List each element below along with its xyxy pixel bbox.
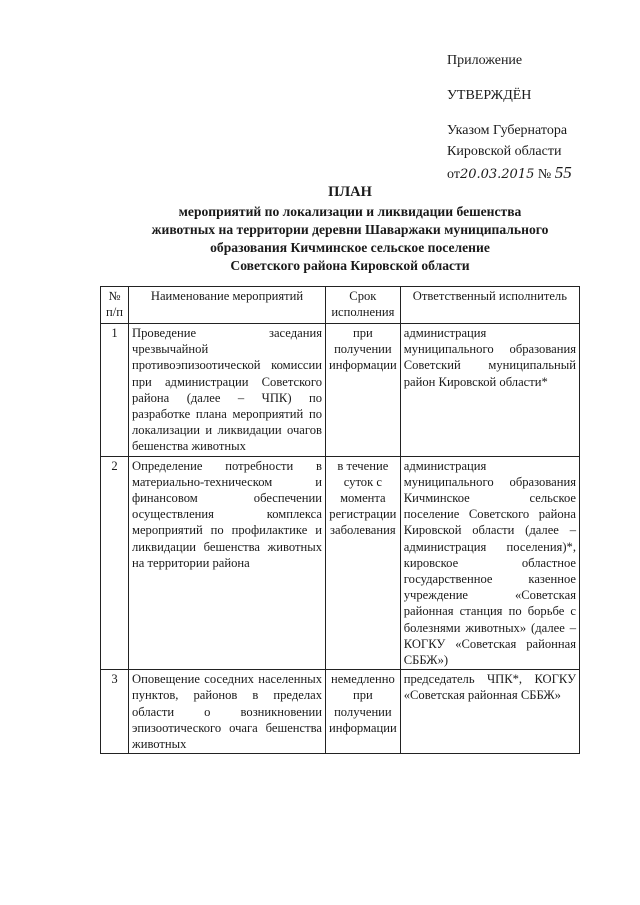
row-name: Определение потребности в материально-техническом и финансовом обеспечении осуществления комплекса мероприятий по профилактике и ликвидации бешенства животных на территории района xyxy=(129,456,326,670)
title-main: ПЛАН xyxy=(328,184,372,200)
title-line-4: Советского района Кировской области xyxy=(230,258,470,273)
approval-date-line xyxy=(447,162,572,185)
approval-date-prefix: от xyxy=(447,167,460,182)
header-resp: Ответственный исполнитель xyxy=(400,287,579,324)
title-line-3: образования Кичминское сельское поселение xyxy=(210,240,490,255)
row-num: 2 xyxy=(101,456,129,670)
table-row xyxy=(101,670,580,754)
approval-region-label: Кировской области xyxy=(447,144,562,159)
header-term: Срок исполнения xyxy=(326,287,401,324)
row-term: немедленно при получении информации xyxy=(326,670,401,754)
header-name: Наименование мероприятий xyxy=(129,287,326,324)
row-term: в течение суток с момента регистрации заболевания xyxy=(326,456,401,670)
title-line-2: животных на территории деревни Шаваржаки муниципального xyxy=(151,222,549,237)
row-resp: администрация муниципального образования Советский муниципальный район Кировской области* xyxy=(400,324,579,457)
row-term: при получении информации xyxy=(326,324,401,457)
row-name: Оповещение соседних населенных пунктов, районов в пределах области о возникновении эпизоотического очага бешенства животных xyxy=(129,670,326,754)
row-name: Проведение заседания чрезвычайной противоэпизоотической комиссии при администрации Советского района (далее – ЧПК) по разработке плана мероприятий по локализации и ликвидации очагов бешенства животных xyxy=(129,324,326,457)
table-row xyxy=(101,324,580,457)
table-header-row xyxy=(101,287,580,324)
document-title xyxy=(100,183,600,275)
plan-table xyxy=(100,286,580,754)
row-num: 1 xyxy=(101,324,129,457)
approval-date: 20.03.2015 xyxy=(459,167,535,182)
approval-block xyxy=(447,50,572,185)
title-line-1: мероприятий по локализации и ликвидации бешенства xyxy=(178,204,522,219)
row-resp: председатель ЧПК*, КОГКУ «Советская районная СББЖ» xyxy=(400,670,579,754)
row-resp: администрация муниципального образования Кичминское сельское поселение Советского района Кировской области (далее – администрация поселения)*, кировское областное государственное казенное учреждение «Советская районная станция по борьбе с болезнями животных» (далее – КОГКУ «Советская районная СББЖ») xyxy=(400,456,579,670)
row-num: 3 xyxy=(101,670,129,754)
approval-annex-label: Приложение xyxy=(447,53,523,68)
approval-number-label: № xyxy=(537,167,552,182)
approval-decree-label: Указом Губернатора xyxy=(447,123,568,138)
table-row xyxy=(101,456,580,670)
approval-approved-label: УТВЕРЖДЁН xyxy=(447,88,532,103)
approval-number: 55 xyxy=(554,163,572,182)
header-num: № п/п xyxy=(101,287,129,324)
